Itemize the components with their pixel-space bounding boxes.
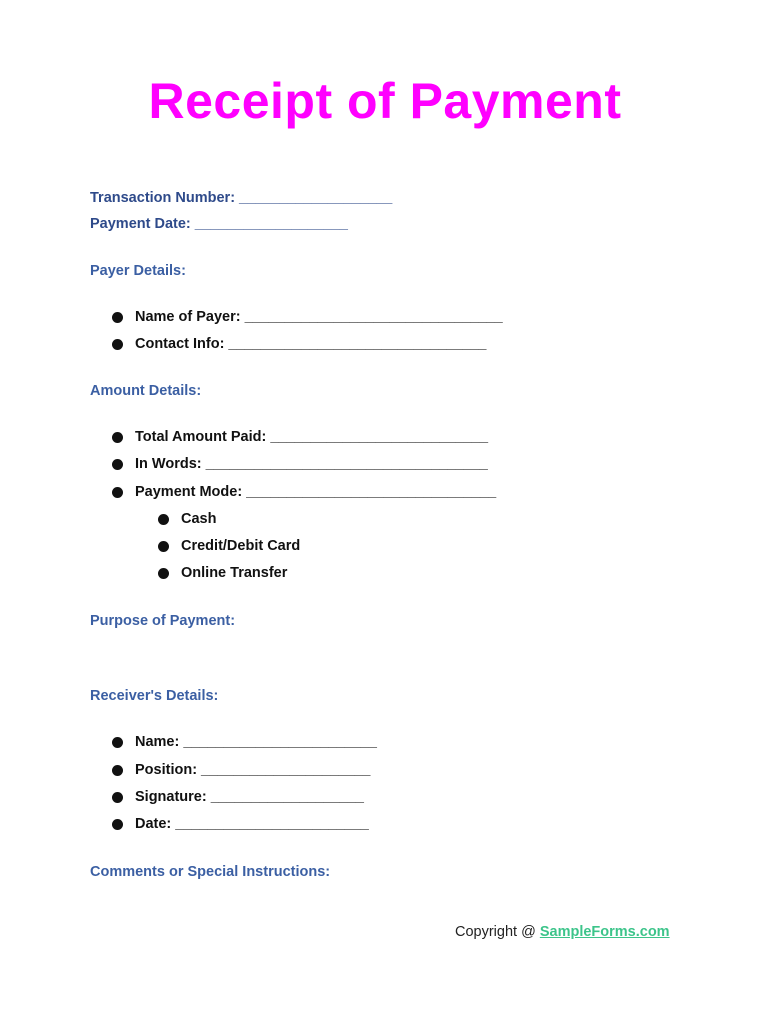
mode-card: Credit/Debit Card (181, 538, 301, 554)
list-item (112, 762, 370, 778)
comments-heading: Comments or Special Instructions: (90, 864, 331, 880)
payer-details-heading: Payer Details: (90, 263, 186, 279)
total-amount-field: Total Amount Paid: ___________________________ (135, 429, 489, 445)
receiver-signature-field: Signature: ___________________ (135, 789, 364, 805)
transaction-number-field: Transaction Number: ___________________ (90, 190, 393, 206)
copyright-prefix: Copyright @ (455, 924, 540, 940)
receiver-date-field: Date: ________________________ (135, 816, 369, 832)
bullet-icon (112, 819, 123, 830)
receiver-details-heading: Receiver's Details: (90, 688, 219, 704)
receiver-name-field: Name: ________________________ (135, 734, 377, 750)
purpose-heading: Purpose of Payment: (90, 613, 236, 629)
receiver-position-field: Position: _____________________ (135, 762, 371, 778)
amount-details-heading: Amount Details: (90, 383, 202, 399)
bullet-icon (112, 765, 123, 776)
list-item (112, 734, 377, 750)
list-item (158, 565, 287, 581)
bullet-icon (158, 514, 169, 525)
bullet-icon (158, 541, 169, 552)
payment-date-field: Payment Date: ___________________ (90, 216, 348, 232)
bullet-icon (112, 459, 123, 470)
mode-online-transfer: Online Transfer (181, 565, 288, 581)
mode-cash: Cash (181, 511, 217, 527)
bullet-icon (112, 432, 123, 443)
name-of-payer-field: Name of Payer: ________________________________ (135, 309, 503, 325)
list-item (112, 789, 364, 805)
brand-link[interactable]: SampleForms.com (539, 924, 670, 940)
list-item (112, 456, 488, 472)
bullet-icon (112, 792, 123, 803)
bullet-icon (112, 737, 123, 748)
list-item (112, 336, 486, 352)
bullet-icon (158, 568, 169, 579)
contact-info-field: Contact Info: ________________________________ (135, 336, 487, 352)
bullet-icon (112, 339, 123, 350)
list-item (112, 484, 496, 500)
bullet-icon (112, 487, 123, 498)
payment-mode-field: Payment Mode: _______________________________ (135, 484, 497, 500)
list-item (112, 429, 488, 445)
list-item (158, 538, 300, 554)
list-item (112, 309, 503, 325)
in-words-field: In Words: ___________________________________ (135, 456, 488, 472)
list-item (112, 816, 369, 832)
copyright-notice (455, 924, 670, 940)
list-item (158, 511, 216, 527)
page-title: Receipt of Payment (148, 73, 622, 129)
bullet-icon (112, 312, 123, 323)
